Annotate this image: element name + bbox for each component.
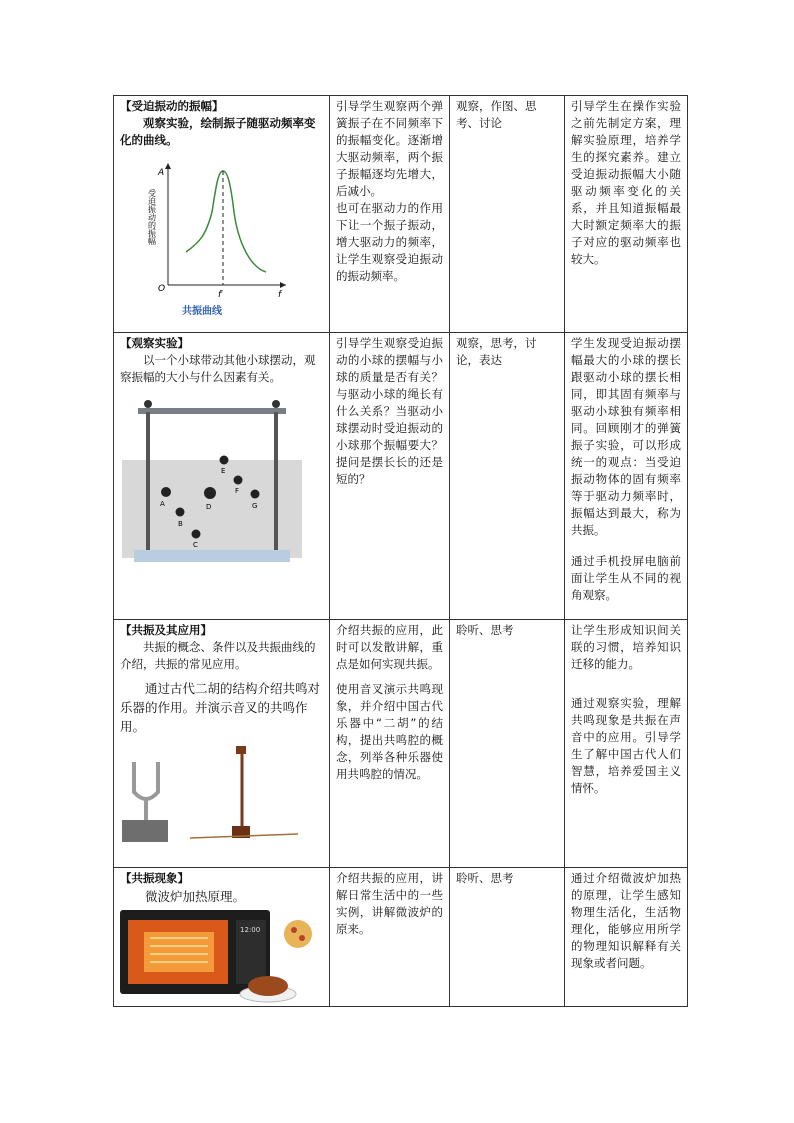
section-title: 【观察实验】 — [120, 336, 189, 350]
intent-cell — [565, 333, 688, 620]
activity-cell — [450, 96, 565, 333]
intent-text-1: 学生发现受迫振动摆幅最大的小球的摆长跟驱动小球的摆长相同，即其固有频率与驱动小球独有频率相同。回顾刚才的弹簧振子实验，可以形成统一的观点：当受迫振动物体的固有频率等于驱动力频率时，振幅达到最大，称为共振。 — [571, 336, 681, 537]
x-symbol: f — [278, 290, 282, 300]
method-text-1: 引导学生观察两个弹簧振子在不同频率下的振幅变化。逐渐增大驱动频率，两个振子振幅逐均先增大，后减小。 — [336, 99, 443, 198]
microwave-display: 12:00 — [240, 926, 261, 934]
content-cell — [114, 620, 330, 868]
method-text-2: 也可在驱动力的作用下让一个振子振动，增大驱动力的频率，让学生观察受迫振动的振动频率。 — [336, 201, 443, 283]
intent-text: 通过介绍微波炉加热的原理，让学生感知物理生活化，生活物理化，能够应用所学的物理知识解释有关现象或者问题。 — [571, 871, 681, 970]
section-body: 以一个小球带动其他小球摆动，观察振幅的大小与什么因素有关。 — [120, 353, 316, 384]
ball-label-a: A — [160, 500, 165, 508]
section-body: 观察实验，绘制振子随驱动频率变化的曲线。 — [120, 116, 316, 147]
table-row — [114, 620, 688, 868]
lesson-table — [113, 95, 688, 1007]
intent-cell — [565, 96, 688, 333]
resonance-curve-figure — [138, 157, 288, 307]
ball-label-b: B — [178, 520, 183, 528]
section-title: 【共振现象】 — [120, 871, 189, 885]
activity-cell — [450, 868, 565, 1007]
method-cell — [330, 868, 450, 1007]
method-cell — [330, 620, 450, 868]
intent-text-2: 通过观察实验，理解共鸣现象是共振在声音中的应用。引导学生了解中国古代人们智慧，培养爱国主义情怀。 — [571, 696, 681, 795]
method-text: 介绍共振的应用，讲解日常生活中的一些实例，讲解微波炉的原来。 — [336, 871, 443, 936]
table-row — [114, 96, 688, 333]
table-row — [114, 333, 688, 620]
ball-label-c: C — [193, 541, 198, 549]
activity-text: 聆听、思考 — [456, 623, 514, 637]
method-cell — [330, 96, 450, 333]
section-body-1: 共振的概念、条件以及共振曲线的介绍，共振的常见应用。 — [120, 640, 316, 671]
method-text: 引导学生观察受迫振动的小球的摆幅与小球的质量是否有关？与驱动小球的绳长有什么关系？当驱动小球摆动时受迫振动的小球那个振幅要大？提问是摆长长的还是短的？ — [336, 336, 443, 486]
microwave-figure — [118, 908, 314, 1004]
ball-label-f: F — [235, 487, 240, 495]
intent-cell — [565, 868, 688, 1007]
section-title: 【共振及其应用】 — [120, 623, 212, 637]
section-body-2: 通过古代二胡的结构介绍共鸣对乐器的作用。并演示音叉的共鸣作用。 — [120, 681, 321, 734]
intent-text-1: 让学生形成知识间关联的习惯，培养知识迁移的能力。 — [571, 623, 681, 671]
ball-label-g: G — [252, 502, 258, 510]
activity-cell — [450, 620, 565, 868]
origin-label: O — [158, 284, 166, 294]
figure-caption: 共振曲线 — [182, 306, 222, 317]
intent-text: 引导学生在操作实验之前先制定方案，理解实验原理，培养学生的探究素养。建立受迫振动振幅大小随驱动频率变化的关系，并且知道振幅最大时额定频率大的振子对应的驱动频率也较大。 — [571, 99, 681, 266]
activity-text: 观察，作图、思考、讨论 — [456, 99, 537, 130]
activity-cell — [450, 333, 565, 620]
content-cell — [114, 333, 330, 620]
activity-text: 观察，思考，讨论，表达 — [456, 336, 537, 367]
activity-text: 聆听、思考 — [456, 871, 514, 885]
table-row — [114, 868, 688, 1007]
peak-tick-label: f′ — [218, 290, 224, 300]
y-symbol: A — [158, 168, 165, 178]
content-cell — [114, 96, 330, 333]
section-body: 微波炉加热原理。 — [145, 889, 246, 904]
intent-text-2: 通过手机投屏电脑前面让学生从不同的视角观察。 — [571, 554, 681, 602]
ball-label-e: E — [221, 467, 226, 475]
method-cell — [330, 333, 450, 620]
content-cell — [114, 868, 330, 1007]
ball-label-d: D — [206, 503, 212, 511]
y-axis-label: 受迫振动的振幅 — [147, 189, 157, 245]
pendulum-apparatus-figure — [120, 390, 304, 570]
tuning-fork-and-erhu-figure — [120, 742, 304, 852]
method-text-1: 介绍共振的应用，此时可以发散讲解，重点是如何实现共振。 — [336, 623, 443, 671]
intent-cell — [565, 620, 688, 868]
method-text-2: 使用音叉演示共鸣现象，并介绍中国古代乐器中“二胡”的结构，提出共鸣腔的概念，列举各种乐器使用共鸣腔的情况。 — [336, 682, 443, 781]
section-title: 【受迫振动的振幅】 — [120, 99, 224, 113]
